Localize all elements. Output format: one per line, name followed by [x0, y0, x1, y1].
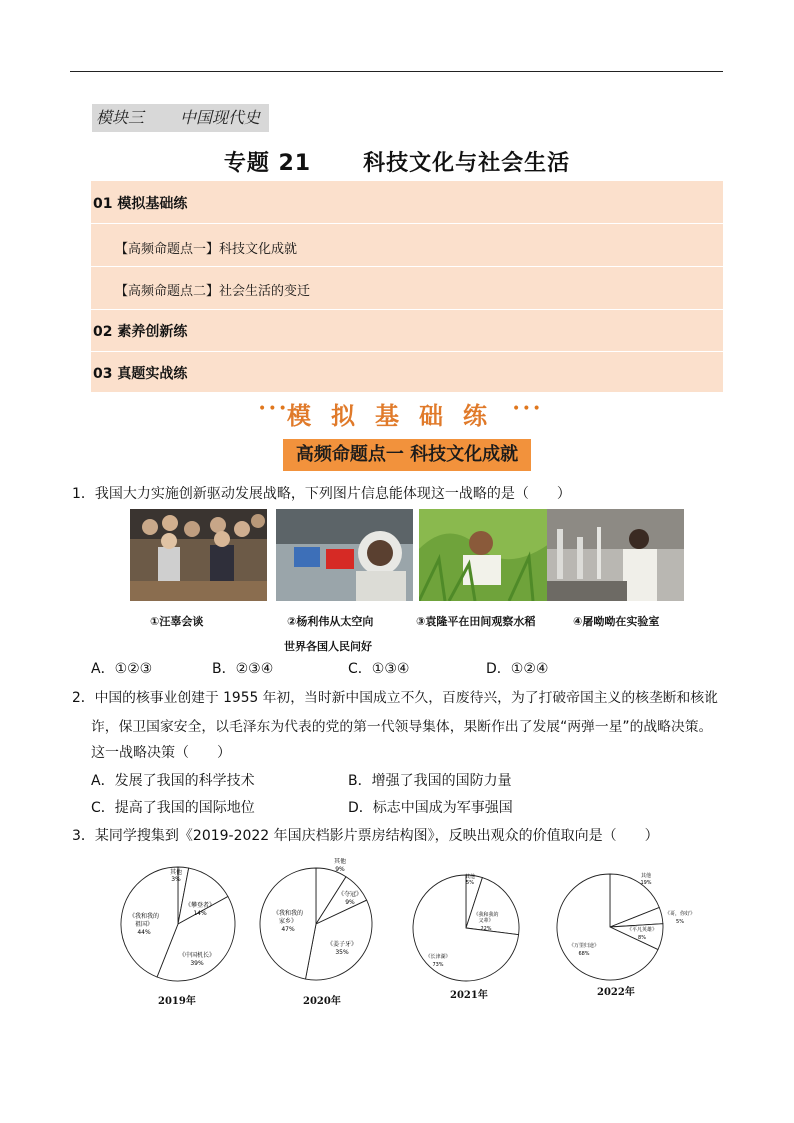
toc-item-label: 01 模拟基础练 [93, 196, 188, 212]
pie-chart-2019 [118, 862, 238, 990]
pie-label: 《我和我的 [272, 910, 304, 917]
q2-option-b[interactable]: B．增强了我国的国防力量 [348, 773, 512, 789]
toc-item-label: 【高频命题点一】科技文化成就 [115, 242, 298, 257]
caption-1: ①汪辜会谈 [150, 615, 204, 628]
pie-label: 其他 [464, 874, 476, 880]
caption-4: ④屠呦呦在实验室 [573, 615, 660, 628]
header-rule [70, 71, 723, 72]
pie-label: 《长津湖》 [425, 954, 451, 960]
caption-2-line2: 世界各国人民问好 [284, 640, 372, 653]
pie-chart-2020 [258, 858, 378, 986]
pie-label: 《我和我的 [473, 912, 499, 918]
pie-label: 其他 [333, 858, 347, 865]
toc-item-label: 【高频命题点二】社会生活的变迁 [115, 284, 311, 299]
q1-option-d[interactable]: D．①②④ [486, 661, 549, 677]
pie-label: 《夺冠》 [337, 891, 363, 898]
pie-label: 68% [578, 951, 590, 957]
question-1-stem: 1．我国大力实施创新驱动发展战略，下列图片信息能体现这一战略的是（ ） [72, 486, 571, 502]
question-2-line2: 诈，保卫国家安全，以毛泽东为代表的党的第一代领导集体，果断作出了发展“两弹一星”的战略决策。 [91, 719, 713, 735]
pie-label: 《我和我的 [128, 913, 160, 920]
pie-year-2022: 2022年 [597, 987, 635, 998]
q2-option-a[interactable]: A．发展了我国的科学技术 [91, 773, 255, 789]
toc-item-label: 03 真题实战练 [93, 366, 188, 382]
pie-label: 44% [137, 929, 151, 936]
pie-label: 73% [432, 962, 444, 968]
pie-label: 3% [171, 876, 181, 883]
caption-2: ②杨利伟从太空向 [287, 615, 374, 628]
photo-talks [130, 509, 267, 601]
pie-label: 5% [466, 880, 474, 886]
caption-3: ③袁隆平在田间观察水稻 [416, 615, 536, 628]
toc-item[interactable] [91, 309, 723, 352]
pie-label: 《姜子牙》 [326, 941, 358, 948]
q1-option-c[interactable]: C．①③④ [348, 661, 410, 677]
q1-option-a[interactable]: A．①②③ [91, 661, 153, 677]
pie-label: 《万里归途》 [568, 943, 600, 949]
toc-item[interactable] [91, 266, 723, 310]
pie-label: 家乡》 [278, 918, 298, 925]
pie-year-2020: 2020年 [303, 996, 341, 1007]
question-3-stem: 3．某同学搜集到《2019-2022 年国庆档影片票房结构图》，反映出观众的价值取向是（ ） [72, 828, 659, 844]
q2-option-c[interactable]: C．提高了我国的国际地位 [91, 800, 255, 816]
pie-label: 14% [193, 910, 207, 917]
decor-dots-left: ••• [258, 401, 289, 417]
pie-chart-2021 [408, 870, 528, 990]
photo-laboratory [547, 509, 684, 601]
table-of-contents [91, 181, 723, 392]
toc-item-label: 02 素养创新练 [93, 324, 188, 340]
pie-label: 9% [335, 866, 345, 873]
photo-astronaut [276, 509, 413, 601]
pie-label: 其他 [640, 873, 652, 879]
pie-label: 39% [190, 960, 204, 967]
module-number: 模块三 [96, 108, 145, 127]
photo-rice-field [419, 509, 556, 601]
question-2-line1: 2．中国的核事业创建于 1955 年初，当时新中国成立不久，百废待兴，为了打破帝国主义的核垄断和核讹 [72, 690, 718, 706]
pie-label: 《中国机长》 [178, 952, 216, 959]
subsection-banner: 高频命题点一 科技文化成就 [283, 439, 531, 471]
pie-year-2019: 2019年 [158, 996, 196, 1007]
pie-label: 父辈》 [478, 918, 494, 924]
question-2-line3: 这一战略决策（ ） [91, 745, 231, 761]
module-title: 中国现代史 [180, 108, 261, 127]
pie-label: 35% [335, 949, 349, 956]
pie-label: 19% [640, 880, 652, 886]
toc-item[interactable] [91, 223, 723, 267]
title-number: 专题 21 [223, 151, 312, 176]
section-heading: 模拟基础练 [287, 402, 507, 430]
pie-label: 祖国》 [134, 921, 154, 928]
decor-dots-right: ••• [512, 401, 543, 417]
pie-label: 9% [345, 899, 355, 906]
page-title [0, 146, 794, 177]
pie-label: 其他 [169, 869, 183, 876]
q1-option-b[interactable]: B．②③④ [212, 661, 274, 677]
pie-chart-2022 [552, 868, 712, 988]
module-label [92, 104, 269, 132]
q2-option-d[interactable]: D．标志中国成为军事强国 [348, 800, 513, 816]
pie-label: 22% [480, 926, 492, 932]
toc-item[interactable] [91, 181, 723, 223]
pie-label: 《平凡英雄》 [626, 927, 658, 933]
pie-year-2021: 2021年 [450, 990, 488, 1001]
pie-label: 5% [676, 919, 684, 925]
pie-label: 《哥，你好》 [664, 911, 696, 917]
title-text: 科技文化与社会生活 [363, 151, 571, 176]
pie-label: 47% [281, 926, 295, 933]
toc-item[interactable] [91, 351, 723, 393]
pie-label: 《攀登者》 [184, 902, 216, 909]
pie-label: 8% [638, 935, 646, 941]
